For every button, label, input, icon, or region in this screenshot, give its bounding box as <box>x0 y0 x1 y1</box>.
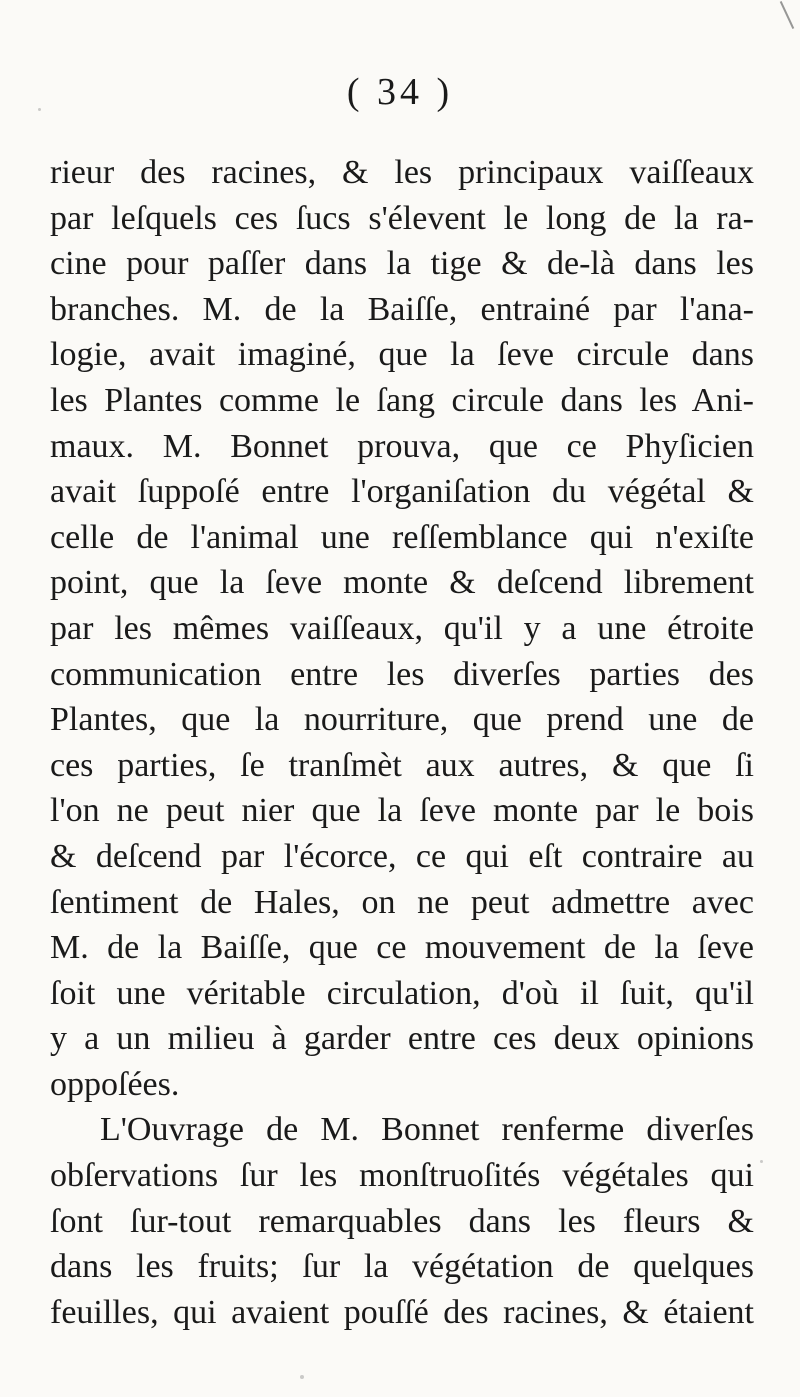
text-line: point, que la ſeve monte & deſcend librement <box>50 564 754 602</box>
text-line: feuilles, qui avaient pouſſé des racines, & étaient <box>50 1293 754 1331</box>
text-line: avait ſuppoſé entre l'organiſation du végétal & <box>50 473 754 511</box>
text-line: celle de l'animal une reſſemblance qui n'exiſte <box>50 518 754 556</box>
text-line: rieur des racines, & les principaux vaiſſeaux <box>50 154 754 191</box>
text-line: branches. M. de la Baiſſe, entrainé par l'ana- <box>50 290 754 328</box>
text-line: par les mêmes vaiſſeaux, qu'il y a une étroite <box>50 609 754 647</box>
page-number: ( 34 ) <box>346 71 454 113</box>
text-line: maux. M. Bonnet prouva, que ce Phyſicien <box>50 427 754 465</box>
text-line: l'on ne peut nier que la ſeve monte par le bois <box>50 792 754 830</box>
text-line: communication entre les diverſes parties des <box>50 655 754 693</box>
text-line: ces parties, ſe tranſmèt aux autres, & que ſi <box>50 746 754 784</box>
text-line: par leſquels ces ſucs s'élevent le long de la ra- <box>50 199 754 237</box>
paper-speck <box>300 1375 304 1379</box>
text-line: M. de la Baiſſe, que ce mouvement de la ſeve <box>50 929 754 967</box>
text-line: cine pour paſſer dans la tige & de-là dans les <box>50 245 754 283</box>
text-line: dans les fruits; ſur la végétation de quelques <box>50 1248 754 1286</box>
paragraph-end-line: oppoſées. <box>50 1065 180 1103</box>
text-line: Plantes, que la nourriture, que prend une de <box>50 701 754 739</box>
paragraph-start-line: L'Ouvrage de M. Bonnet renferme diverſes <box>100 1111 754 1149</box>
page-edge-mark <box>780 1 794 29</box>
text-line: & deſcend par l'écorce, ce qui eſt contraire au <box>50 837 754 875</box>
text-line: ſoit une véritable circulation, d'où il ſuit, qu'il <box>50 974 754 1012</box>
text-line: y a un milieu à garder entre ces deux opinions <box>50 1020 754 1058</box>
text-line: obſervations ſur les monſtruoſités végétales qui <box>50 1157 754 1195</box>
text-line: les Plantes comme le ſang circule dans les Ani- <box>50 381 754 419</box>
paper-speck <box>760 1160 763 1163</box>
body-text <box>50 150 754 1335</box>
text-line: ſont ſur-tout remarquables dans les fleurs & <box>50 1202 754 1240</box>
text-line: ſentiment de Hales, on ne peut admettre avec <box>50 883 754 921</box>
text-line: logie, avait imaginé, que la ſeve circule dans <box>50 336 754 374</box>
